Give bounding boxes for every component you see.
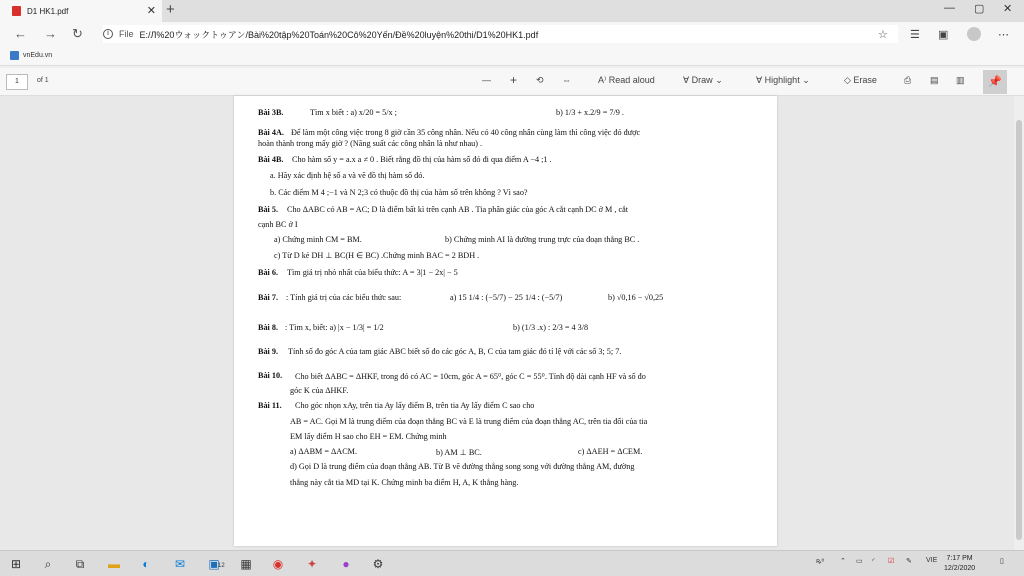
reload-button[interactable]: ↻ [72,26,83,41]
doc-line: : Tìm x, biết: a) |x − 1/3| = 1/2 [285,323,384,332]
draw-button[interactable]: ∀ Draw ⌄ [683,75,723,85]
mail-icon[interactable]: ✉ [174,557,186,571]
more-menu-icon[interactable]: ⋯ [998,29,1009,41]
doc-line: Bài 8. [258,323,279,332]
doc-line: b) AM ⊥ BC. [436,448,482,457]
profile-avatar[interactable] [967,27,981,41]
doc-line: b) Chứng minh AI là đường trung trực của đoạn thẳng BC . [445,235,640,244]
new-tab-button[interactable]: + [166,1,175,18]
fit-page-icon[interactable]: ⇔ [562,75,571,85]
zoom-out-button[interactable]: — [482,75,491,85]
doc-line: a) ΔABM = ΔACM. [290,447,358,456]
search-icon[interactable]: ⌕ [44,557,52,571]
notes-icon[interactable]: ▦ [240,557,252,571]
doc-line: c) ΔAEH = ΔCEM. [578,447,643,456]
doc-line: a) Chứng minh CM = BM. [274,235,362,244]
pdf-icon [12,6,21,16]
doc-line: b. Các điểm M 4 ;−1 và N 2;3 có thuộc đồ thị của hàm số trên không ? Vì sao? [270,188,528,197]
erase-button[interactable]: ◇ Erase [844,75,877,85]
draw-label: Draw [691,75,713,85]
edge-icon[interactable]: ◐ [142,557,150,571]
favorites-bar [0,46,1024,66]
clock-time: 7:17 PM [946,555,973,562]
print-icon[interactable]: ⎙ [904,75,912,85]
chrome-icon[interactable]: ◉ [272,557,284,571]
pdf-toolbar [0,68,1024,96]
page-count: of 1 [37,77,49,84]
doc-line: Bài 11. [258,401,282,410]
info-icon[interactable]: i [103,29,113,39]
doc-line: Bài 9. [258,347,279,356]
clock[interactable] [944,554,975,574]
settings-gear-icon[interactable]: ⚙ [372,557,384,571]
doc-line: Bài 5. [258,205,279,214]
unikey-icon[interactable]: ✦ [306,557,318,571]
people-icon[interactable]: ꝶ⁸ [816,558,825,565]
doc-line: Bài 4A. [258,128,284,137]
tab-pdf[interactable] [0,0,162,22]
app-badge: 12 [218,563,225,569]
doc-line: Bài 6. [258,268,279,277]
close-window-button[interactable]: ✕ [1003,3,1013,15]
checkbox-tray-icon[interactable]: ☑ [888,558,895,565]
doc-line: b) (1/3 .x) : 2/3 = 4 3/8 [513,323,589,332]
doc-line: b) √0,16 − √0,25 [608,293,664,302]
doc-line: Cho góc nhọn xAy, trên tia Ay lấy điểm B, trên tia Ay lấy điểm C sao cho [295,401,535,410]
address-bar [0,22,1024,46]
favorites-icon[interactable]: ☰ [910,29,920,41]
vnedu-icon [10,51,19,60]
doc-line: Để làm một công việc trong 8 giờ cần 35 công nhân. Nếu có 40 công nhân cùng làm thì công việc đó được [291,128,641,137]
tab-close-icon[interactable]: ✕ [146,5,156,17]
scrollbar-thumb[interactable] [1016,120,1022,540]
favorite-vnedu[interactable]: vnEdu.vn [23,52,53,59]
save-icon[interactable]: ▤ [930,75,939,85]
doc-line: Tính số đo góc A của tam giác ABC biết số đo các góc A, B, C của tam giác đó tỉ lệ với các số 3; 5; 7. [288,347,622,356]
clock-date: 12/2/2020 [944,565,976,572]
doc-line: a. Hãy xác định hệ số a và vẽ đồ thị hàm số đó. [270,171,425,180]
notifications-icon[interactable]: ▯ [1000,558,1004,565]
doc-line: Cho biết ΔABC = ΔHKF, trong đó có AC = 10cm, góc A = 65⁰, góc C = 55⁰. Tính độ dài cạnh HF và số đo [295,372,646,381]
read-aloud-button[interactable]: A⁾ Read aloud [598,75,655,85]
doc-line: EM lấy điểm H sao cho EH = EM. Chứng minh [290,432,447,441]
page-number-input[interactable]: 1 [6,74,28,90]
url-field[interactable] [103,25,898,43]
app-icon[interactable]: ▣ [208,557,220,571]
doc-line: thẳng này cắt tia MD tại K. Chứng minh ba điểm H, A, K thẳng hàng. [290,478,519,487]
doc-line: b) 1/3 + x.2/9 = 7/9 . [556,108,624,117]
doc-line: cạnh BC ở I [258,220,298,229]
doc-line: hoàn thành trong mấy giờ ? (Năng suất các công nhân là như nhau) . [258,139,483,148]
url-text: E:/Л%20ウォックトゥアン/Bài%20tập%20Toán%20Cô%20Yến/Đề%20luyện%20thi/D1%20HK1.pdf [139,29,539,40]
collections-icon[interactable]: ▣ [938,29,949,41]
doc-line: c) Từ D kẻ DH ⊥ BC(H ∈ BC) .Chứng minh BAC = 2 BDH . [274,251,480,260]
app-purple-icon[interactable]: ● [342,557,350,571]
maximize-button[interactable]: ▢ [974,3,985,15]
file-label: File [119,29,134,39]
document-viewer [0,96,1024,550]
taskbar [0,550,1024,576]
zoom-in-button[interactable]: + [510,73,518,87]
language-indicator[interactable]: VIE [926,557,938,564]
doc-line: Cho ΔABC có AB = AC; D là điểm bất kì trên cạnh AB . Tia phân giác của góc A cắt cạnh DC ở M , cắt [287,205,628,214]
wifi-icon[interactable]: ◜ [872,558,875,565]
doc-line: Tìm x biết : a) x/20 = 5/x ; [310,108,397,117]
start-icon[interactable]: ⊞ [10,557,22,571]
doc-line: Bài 7. [258,293,279,302]
rotate-icon[interactable]: ⟲ [536,75,544,85]
doc-line: Bài 10. [258,371,283,380]
doc-line: Bài 4B. [258,155,284,164]
tab-title: D1 HK1.pdf [27,6,69,16]
highlight-button[interactable]: ∀ Highlight ⌄ [756,75,810,85]
doc-line: a) 15 1/4 : (−5/7) − 25 1/4 : (−5/7) [450,293,563,302]
pdf-page [234,96,777,546]
pin-toolbar-icon[interactable]: 📌 [983,70,1007,94]
read-aloud-label: Read aloud [608,75,655,85]
doc-line: góc K của ΔHKF. [290,386,349,395]
minimize-button[interactable]: — [944,2,955,14]
tab-bar [0,0,1024,22]
save-as-icon[interactable]: ▥ [956,75,965,85]
erase-label: Erase [853,75,877,85]
doc-line: : Tính giá trị của các biểu thức sau: [286,293,402,302]
doc-line: Tìm giá trị nhỏ nhất của biểu thức: A = 3|1 − 2x| − 5 [287,268,458,277]
doc-line: Cho hàm số y = a.x a ≠ 0 . Biết rằng đồ thị của hàm số đó đi qua điểm A −4 ;1 . [292,155,552,164]
doc-line: AB = AC. Gọi M là trung điểm của đoạn thẳng BC và E là trung điểm của đoạn thẳng AC, trên tia đối của tia [290,417,648,426]
network-icon[interactable]: ▭ [856,558,863,565]
doc-line: Bài 3B. [258,108,284,117]
doc-line: d) Gọi D là trung điểm của đoạn thẳng AB. Từ B vẽ đường thẳng song song với đường thẳng AM, đường [290,462,635,471]
highlight-label: Highlight [764,75,800,85]
back-button[interactable]: ← [14,26,27,41]
tray-chevron-icon[interactable]: ⌃ [840,558,846,565]
favorite-star-icon[interactable]: ☆ [878,29,888,41]
file-explorer-icon[interactable]: ▬ [108,557,120,571]
forward-button[interactable]: → [44,26,57,41]
edit-tray-icon[interactable]: ✎ [906,558,912,565]
task-view-icon[interactable]: ⧉ [75,557,85,571]
